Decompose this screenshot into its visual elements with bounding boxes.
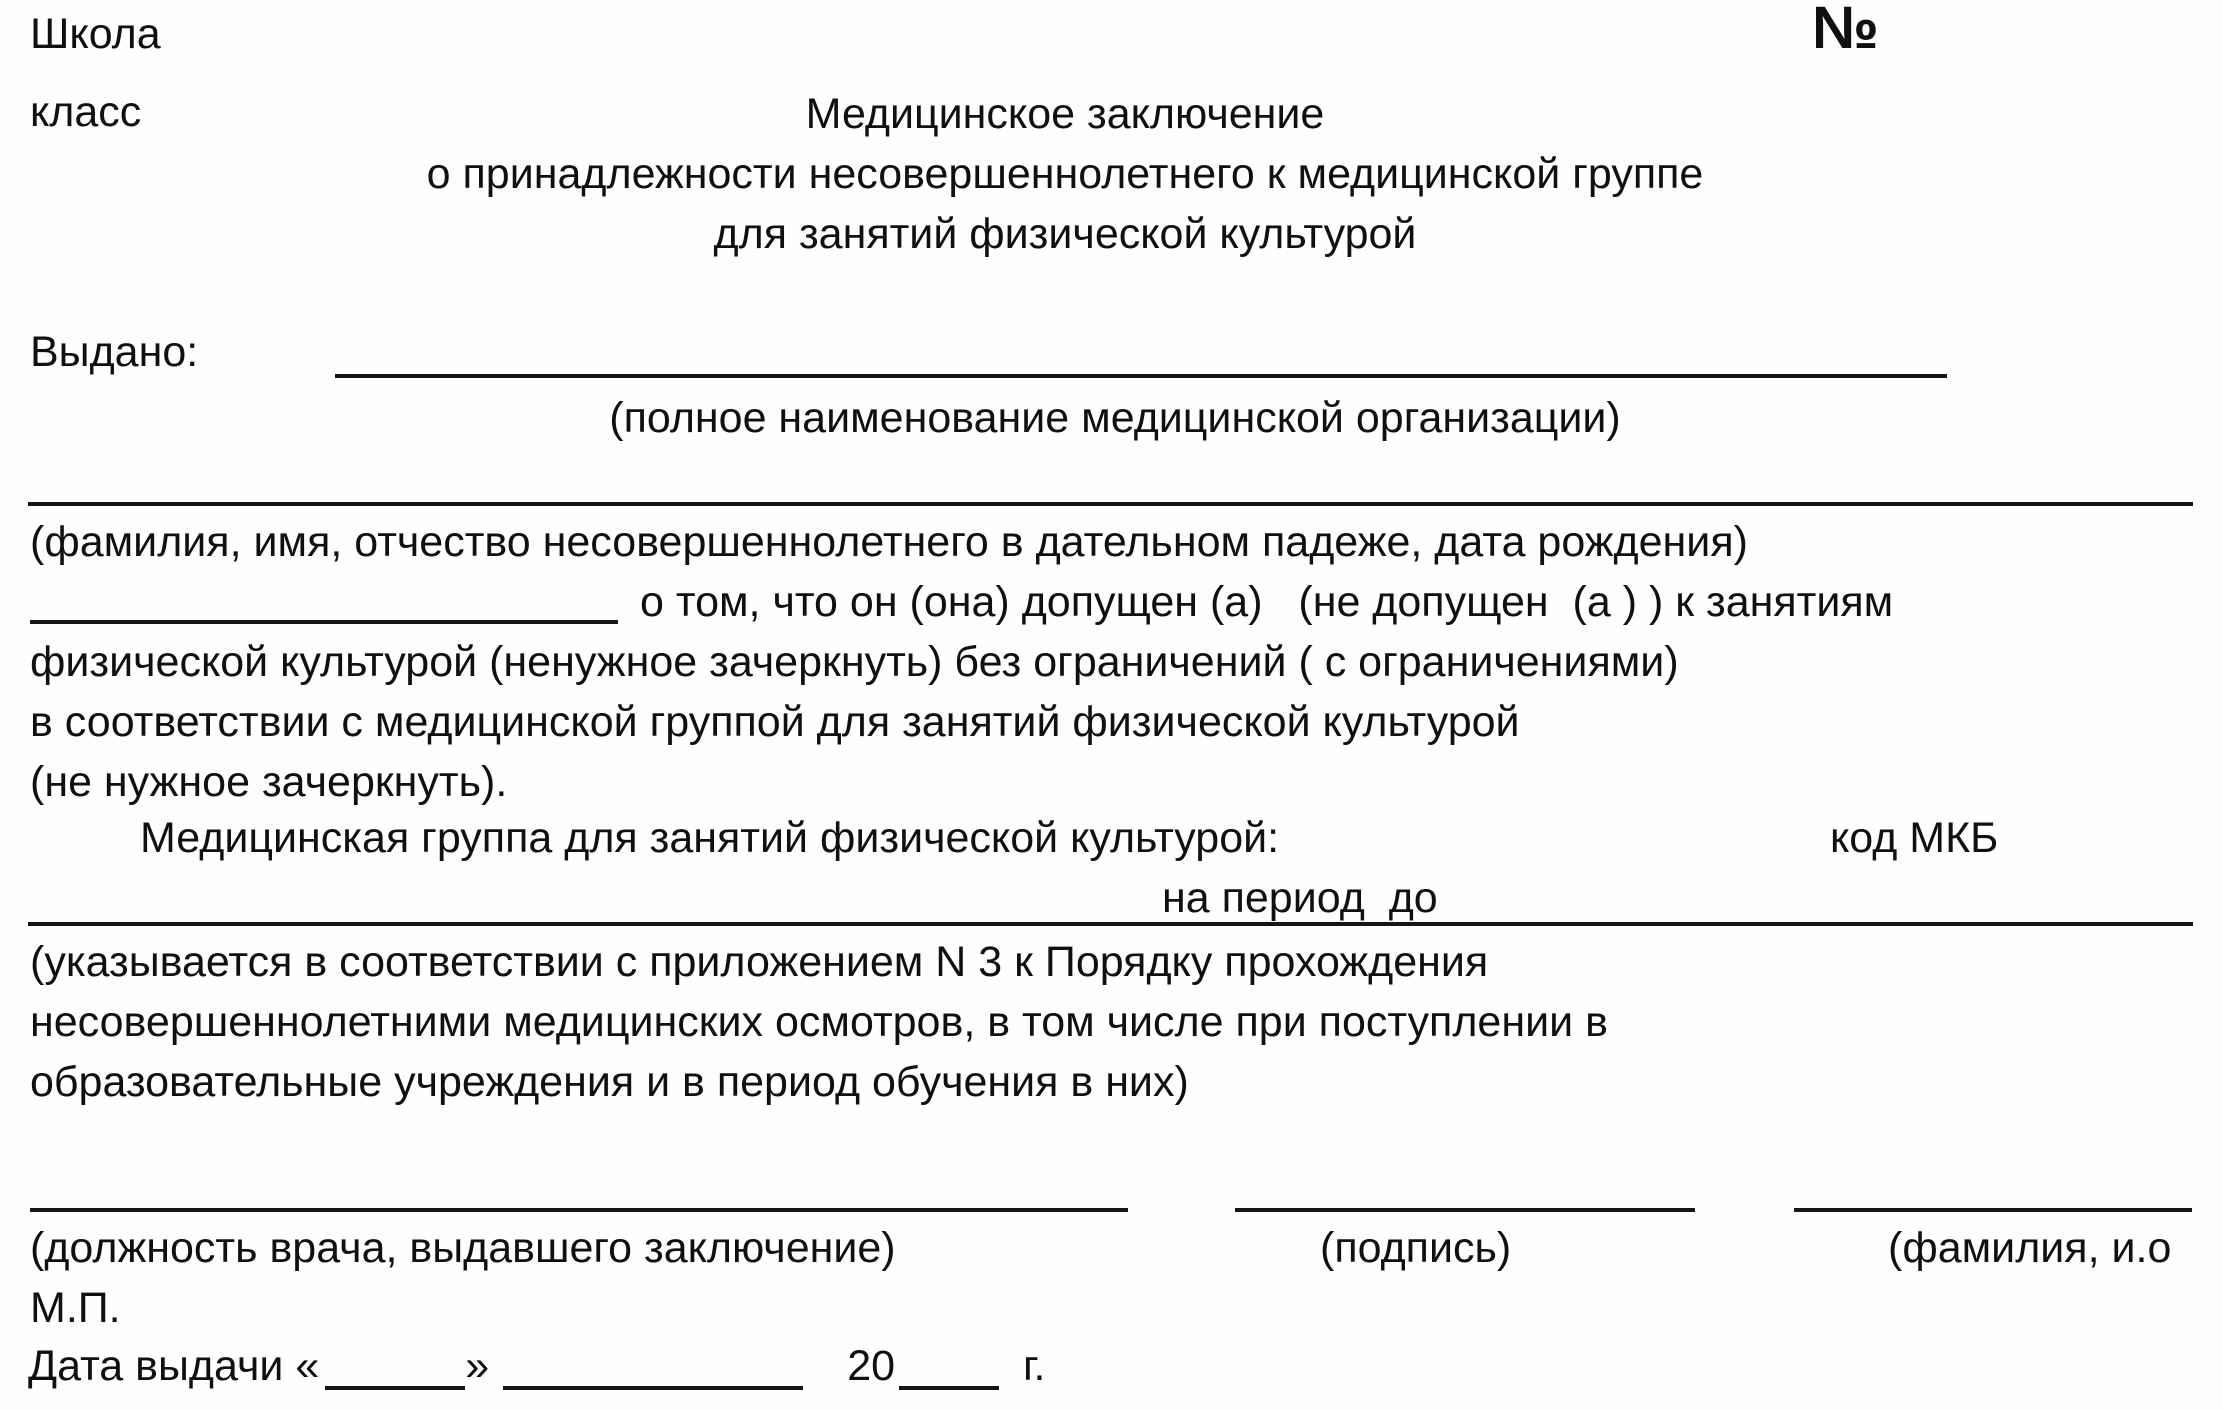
signature-blank: [1235, 1208, 1695, 1212]
signature-caption: (подпись): [1320, 1224, 1512, 1272]
issue-date-label: Дата выдачи «: [28, 1342, 320, 1390]
issue-date-row: [28, 1340, 1045, 1392]
issued-label: Выдано:: [30, 328, 199, 376]
date-month-blank: [503, 1380, 803, 1390]
fio-caption: (фамилия, имя, отчество несовершеннолетнего в дательном падеже, дата рождения): [30, 518, 1748, 566]
surname-blank: [1794, 1208, 2192, 1212]
icd-code-label: код МКБ: [1830, 814, 1999, 862]
fio-blank: [28, 502, 2193, 506]
org-name-blank: [335, 374, 1947, 378]
stamp-label: М.П.: [30, 1284, 121, 1332]
admission-line3: в соответствии с медицинской группой для занятий физической культурой: [30, 698, 1520, 746]
med-group-label: Медицинская группа для занятий физической культурой:: [140, 814, 1280, 862]
doc-number-label: №: [1812, 0, 1880, 61]
org-name-caption: (полное наименование медицинской организации): [609, 394, 1621, 442]
issue-date-close-quote: »: [465, 1342, 490, 1390]
doctor-position-caption: (должность врача, выдавшего заключение): [30, 1224, 896, 1272]
doctor-position-blank: [30, 1208, 1128, 1212]
note-line3: образовательные учреждения и в период обучения в них): [30, 1058, 1189, 1106]
note-line1: (указывается в соответствии с приложением N 3 к Порядку прохождения: [30, 938, 1489, 986]
admission-line2: физической культурой (ненужное зачеркнуть) без ограничений ( с ограничениями): [30, 638, 1679, 686]
admission-line4: (не нужное зачеркнуть).: [30, 758, 508, 806]
med-group-blank: [28, 922, 2193, 926]
admission-line1: о том, что он (она) допущен (а) (не допущен (а ) ) к занятиям: [640, 578, 1894, 626]
doc-title-line2: о принадлежности несовершеннолетнего к медицинской группе: [426, 150, 1704, 198]
doc-title-line3: для занятий физической культурой: [713, 210, 1417, 258]
period-label: на период до: [1162, 874, 1438, 922]
date-year-prefix: 20: [847, 1342, 896, 1390]
class-label: класс: [30, 88, 142, 136]
date-year-blank: [899, 1380, 999, 1390]
school-label: Школа: [30, 10, 161, 58]
date-day-blank: [325, 1380, 465, 1390]
note-line2: несовершеннолетними медицинских осмотров, в том числе при поступлении в: [30, 998, 1608, 1046]
doc-title-line1: Медицинское заключение: [805, 90, 1325, 138]
admission-blank: [30, 620, 618, 624]
date-year-suffix: г.: [1023, 1342, 1046, 1390]
surname-caption: (фамилия, и.о: [1888, 1224, 2172, 1272]
